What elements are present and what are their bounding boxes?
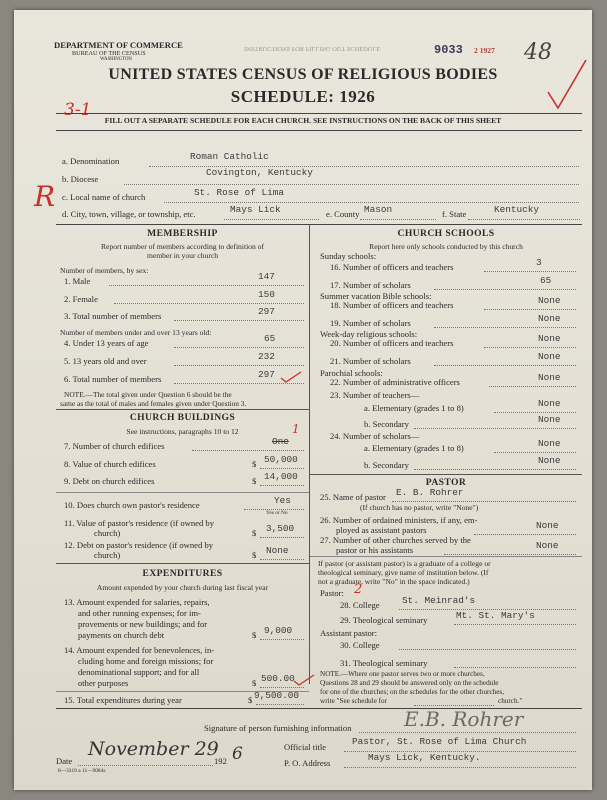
expenditure-line: cluding home and foreign missions; for xyxy=(78,656,214,666)
weekday-teachers: None xyxy=(538,333,561,344)
pastor-seminary: Mt. St. Mary's xyxy=(456,610,535,621)
currency-sign: $ xyxy=(252,678,257,688)
red-mark: 2 xyxy=(354,582,363,597)
church-name-label: c. Local name of church xyxy=(62,192,146,202)
rule xyxy=(494,452,576,453)
pastor-question-line: 27. Number of other churches served by the xyxy=(320,535,471,545)
denomination-label: a. Denomination xyxy=(62,156,120,166)
secondary-teachers: None xyxy=(538,414,561,425)
buildings-subheading: See instructions, paragraphs 10 to 12 xyxy=(126,427,239,436)
city-value: Mays Lick xyxy=(230,204,281,215)
membership-note-line: same as the total of males and females given under Question 3. xyxy=(60,399,247,408)
stamp-number: 9033 xyxy=(434,43,463,57)
expenditures-heading: EXPENDITURES xyxy=(142,568,223,579)
rule xyxy=(174,347,304,348)
pastor-note-line: for one of the churches; on the schedules for the other churches, xyxy=(320,688,505,696)
summer-scholars: None xyxy=(538,313,561,324)
diocese-value: Covington, Kentucky xyxy=(206,167,313,178)
membership-row: 5. 13 years old and over xyxy=(64,356,147,366)
summer-schools-label: Summer vacation Bible schools: xyxy=(320,291,432,301)
expenditure-line: payments on church debt xyxy=(78,630,165,640)
pastor-note-line: church." xyxy=(498,697,523,705)
seminary-label: 29. Theological seminary xyxy=(340,615,428,625)
rule xyxy=(56,113,582,114)
church-name-value: St. Rose of Lima xyxy=(194,187,285,198)
residence-debt: None xyxy=(266,545,289,556)
female-count: 150 xyxy=(258,289,275,300)
rule xyxy=(260,639,304,640)
edifices-value: 50,000 xyxy=(264,454,298,465)
expenditures-subheading: Amount expended by your church during last fiscal year xyxy=(96,583,269,592)
pastor-subheading: Pastor: xyxy=(320,588,344,598)
pastor-question-line: 26. Number of ordained ministers, if any, em- xyxy=(320,515,478,525)
form-title: UNITED STATES CENSUS OF RELIGIOUS BODIES xyxy=(108,66,498,83)
residence-value: 3,500 xyxy=(266,523,295,534)
rule xyxy=(414,705,494,706)
date-value: November 29 xyxy=(88,738,219,760)
rule xyxy=(392,501,576,502)
pastor-name-label: 25. Name of pastor xyxy=(320,492,386,502)
yes-no-hint: Yes or No xyxy=(266,510,288,516)
rule xyxy=(114,303,304,304)
pastor-note-line: write "See schedule for xyxy=(320,697,387,705)
membership-note-line: NOTE.—The total given under Question 6 should be the xyxy=(64,390,232,399)
membership-row: 4. Under 13 years of age xyxy=(64,338,149,348)
rule xyxy=(494,412,576,413)
state-value: Kentucky xyxy=(494,204,540,215)
year-digit: 6 xyxy=(232,744,243,764)
membership-intro-line: member in your church xyxy=(146,251,219,260)
buildings-heading: CHURCH BUILDINGS xyxy=(129,412,236,423)
date-label: Date xyxy=(56,756,73,766)
assistant-seminary-label: 31. Theological seminary xyxy=(340,658,428,668)
year-prefix: 192 xyxy=(214,756,227,766)
census-schedule-document xyxy=(14,10,592,790)
expenditure-line: other purposes xyxy=(78,678,129,688)
expenditure-line: and other running expenses; for im- xyxy=(78,608,201,618)
pastor-name: E. B. Rohrer xyxy=(396,487,464,498)
rule xyxy=(444,554,576,555)
schools-row: 17. Number of scholars xyxy=(330,280,411,290)
buildings-row: 12. Debt on pastor's residence (if owned by xyxy=(64,540,214,550)
schools-row: 20. Number of officers and teachers xyxy=(330,338,454,348)
rule xyxy=(56,563,309,564)
county-label: e. County xyxy=(326,209,360,219)
rule xyxy=(56,409,309,410)
red-check-mark xyxy=(292,673,316,687)
margin-mark: R xyxy=(34,180,56,213)
schools-heading: CHURCH SCHOOLS xyxy=(397,228,495,239)
summer-teachers: None xyxy=(538,295,561,306)
benevolences: 500.00 xyxy=(261,673,295,684)
schools-row: 22. Number of administrative officers xyxy=(330,377,460,387)
rule xyxy=(454,667,576,668)
fill-out-instruction: FILL OUT A SEPARATE SCHEDULE FOR EACH CHURCH. SEE INSTRUCTIONS ON THE BACK OF THIS SHEET xyxy=(104,116,502,125)
rule xyxy=(310,474,582,475)
currency-sign: $ xyxy=(252,550,257,560)
schools-row: 16. Number of officers and teachers xyxy=(330,262,454,272)
rule xyxy=(256,704,304,705)
signature: E.B. Rohrer xyxy=(404,707,524,731)
buildings-row: 10. Does church own pastor's residence xyxy=(64,500,200,510)
po-address-label: P. O. Address xyxy=(284,758,331,768)
membership-heading: MEMBERSHIP xyxy=(147,228,218,239)
county-value: Mason xyxy=(364,204,393,215)
assistant-college-label: 30. College xyxy=(340,640,380,650)
official-title: Pastor, St. Rose of Lima Church xyxy=(352,736,527,747)
rule xyxy=(360,219,436,220)
rule xyxy=(56,224,582,225)
assistant-pastor-label: Assistant pastor: xyxy=(320,628,378,638)
schools-row: 23. Number of teachers— xyxy=(330,390,420,400)
edifices-debt: 14,000 xyxy=(264,471,298,482)
red-mark: 1 xyxy=(292,422,300,436)
form-subtitle: SCHEDULE: 1926 xyxy=(230,87,376,106)
rule xyxy=(484,309,576,310)
official-title-label: Official title xyxy=(284,742,327,752)
members-by-age-label: Number of members under and over 13 years old: xyxy=(60,328,212,337)
membership-row: 3. Total number of members xyxy=(64,311,162,321)
rule xyxy=(434,289,576,290)
buildings-row-continued: church) xyxy=(94,528,121,538)
rule xyxy=(484,347,576,348)
owns-residence: Yes xyxy=(274,495,291,506)
rule xyxy=(224,219,319,220)
pastor-note-line: NOTE.—Where one pastor serves two or more churches, xyxy=(320,670,485,678)
total-expenditures-label: 15. Total expenditures during year xyxy=(64,695,182,705)
college-intro-line: If pastor (or assistant pastor) is a graduate of a college or xyxy=(318,559,491,568)
red-check-mark xyxy=(544,56,590,116)
state-label: f. State xyxy=(442,209,467,219)
schools-row: b. Secondary xyxy=(364,419,409,429)
rule xyxy=(454,624,576,625)
membership-row: 1. Male xyxy=(64,276,91,286)
red-check-mark xyxy=(279,370,303,384)
city-name: WASHINGTON xyxy=(100,57,132,62)
department-name: DEPARTMENT OF COMMERCE xyxy=(54,40,183,50)
rule xyxy=(474,534,576,535)
buildings-row: 11. Value of pastor's residence (if owned by xyxy=(64,518,214,528)
bureau-name: BUREAU OF THE CENSUS xyxy=(72,50,146,57)
hand-mark: 3-1 xyxy=(64,100,92,120)
pastor-name-hint: (If church has no pastor, write "None") xyxy=(360,503,479,512)
elementary-scholars: None xyxy=(538,438,561,449)
rule xyxy=(174,365,304,366)
rule xyxy=(468,219,580,220)
college-intro-line: not a graduate, write "No" in the space indicated.) xyxy=(318,577,470,586)
schools-row: b. Secondary xyxy=(364,460,409,470)
rule xyxy=(260,537,304,538)
college-intro-line: theological seminary, give name of institution below. (If xyxy=(318,568,489,577)
pastor-note-line: Questions 28 and 29 should be answered only on the schedule xyxy=(320,679,499,687)
rule xyxy=(260,485,304,486)
total-members-age: 297 xyxy=(258,369,275,380)
expenditure-line: 14. Amount expended for benevolences, in- xyxy=(64,645,215,655)
rule xyxy=(260,559,304,560)
under-13-count: 65 xyxy=(264,333,276,344)
schools-row: 24. Number of scholars— xyxy=(330,431,420,441)
rule xyxy=(414,469,576,470)
rule xyxy=(489,386,576,387)
rule xyxy=(192,450,304,451)
po-address: Mays Lick, Kentucky. xyxy=(368,752,481,763)
membership-row: 2. Female xyxy=(64,294,98,304)
rule xyxy=(399,649,576,650)
rule xyxy=(434,365,576,366)
rule xyxy=(484,271,576,272)
schools-row: a. Elementary (grades 1 to 8) xyxy=(364,443,464,453)
signature-label: Signature of person furnishing information xyxy=(204,723,352,733)
male-count: 147 xyxy=(258,271,275,282)
corner-number: 48 xyxy=(524,40,552,65)
other-churches: None xyxy=(536,540,559,551)
expenditure-line: denominational support; and for all xyxy=(78,667,200,677)
sunday-teachers: 3 xyxy=(536,257,542,268)
parochial-schools-label: Parochial schools: xyxy=(320,368,383,378)
elementary-teachers: None xyxy=(538,398,561,409)
schools-row: 18. Number of officers and teachers xyxy=(330,300,454,310)
pastor-heading: PASTOR xyxy=(425,477,467,488)
rule xyxy=(56,130,582,131)
sunday-schools-label: Sunday schools: xyxy=(320,251,377,261)
buildings-row-continued: church) xyxy=(94,550,121,560)
rule xyxy=(414,428,576,429)
currency-sign: $ xyxy=(248,695,253,705)
currency-sign: $ xyxy=(252,459,257,469)
church-edifices-count: One xyxy=(272,436,289,447)
rule xyxy=(174,320,304,321)
column-divider xyxy=(309,224,310,684)
college-label: 28. College xyxy=(340,600,380,610)
total-expenditures: 9,500.00 xyxy=(254,690,300,701)
admin-officers: None xyxy=(538,372,561,383)
pastor-question-line: pastor or his assistants xyxy=(336,545,414,555)
expenditure-line: 13. Amount expended for salaries, repairs, xyxy=(64,597,210,607)
sunday-scholars: 65 xyxy=(540,275,552,286)
rule xyxy=(260,468,304,469)
pastor-college: St. Meinrad's xyxy=(402,595,476,606)
rule xyxy=(56,492,309,493)
buildings-row: 9. Debt on church edifices xyxy=(64,476,155,486)
schools-row: 21. Number of scholars xyxy=(330,356,411,366)
schools-row: 19. Number of scholars xyxy=(330,318,411,328)
denomination-value: Roman Catholic xyxy=(190,151,269,162)
buildings-row: 8. Value of church edifices xyxy=(64,459,156,469)
total-members-count: 297 xyxy=(258,306,275,317)
print-code: 8—3319 a 11—9084s xyxy=(58,768,106,774)
rule xyxy=(310,556,582,557)
members-by-sex-label: Number of members, by sex: xyxy=(60,266,149,275)
weekday-scholars: None xyxy=(538,351,561,362)
schools-intro: Report here only schools conducted by this church xyxy=(369,242,523,251)
over-13-count: 232 xyxy=(258,351,275,362)
diocese-label: b. Diocese xyxy=(62,174,99,184)
stamp-date: 2 1927 xyxy=(474,46,495,55)
buildings-row: 7. Number of church edifices xyxy=(64,441,165,451)
membership-intro-line: Report number of members according to definition of xyxy=(100,242,264,251)
expenditure-line: provements or new buildings; and for xyxy=(78,619,208,629)
running-expenses: 9,000 xyxy=(264,625,293,636)
rule xyxy=(359,732,576,733)
currency-sign: $ xyxy=(252,476,257,486)
bleed-through-text: INSTRUCTIONS FOR FILLING OUT SCHEDULE xyxy=(244,45,381,52)
rule xyxy=(164,202,579,203)
rule xyxy=(260,687,304,688)
rule xyxy=(434,327,576,328)
rule xyxy=(344,767,576,768)
secondary-scholars: None xyxy=(538,455,561,466)
weekday-schools-label: Week-day religious schools: xyxy=(320,329,418,339)
rule xyxy=(78,765,213,766)
schools-row: a. Elementary (grades 1 to 8) xyxy=(364,403,464,413)
rule xyxy=(124,184,579,185)
currency-sign: $ xyxy=(252,630,257,640)
pastor-question-line: ployed as assistant pastors xyxy=(336,525,427,535)
membership-row: 6. Total number of members xyxy=(64,374,162,384)
rule xyxy=(109,285,304,286)
currency-sign: $ xyxy=(252,528,257,538)
assistant-pastors: None xyxy=(536,520,559,531)
city-label: d. City, town, village, or township, etc. xyxy=(62,209,196,219)
